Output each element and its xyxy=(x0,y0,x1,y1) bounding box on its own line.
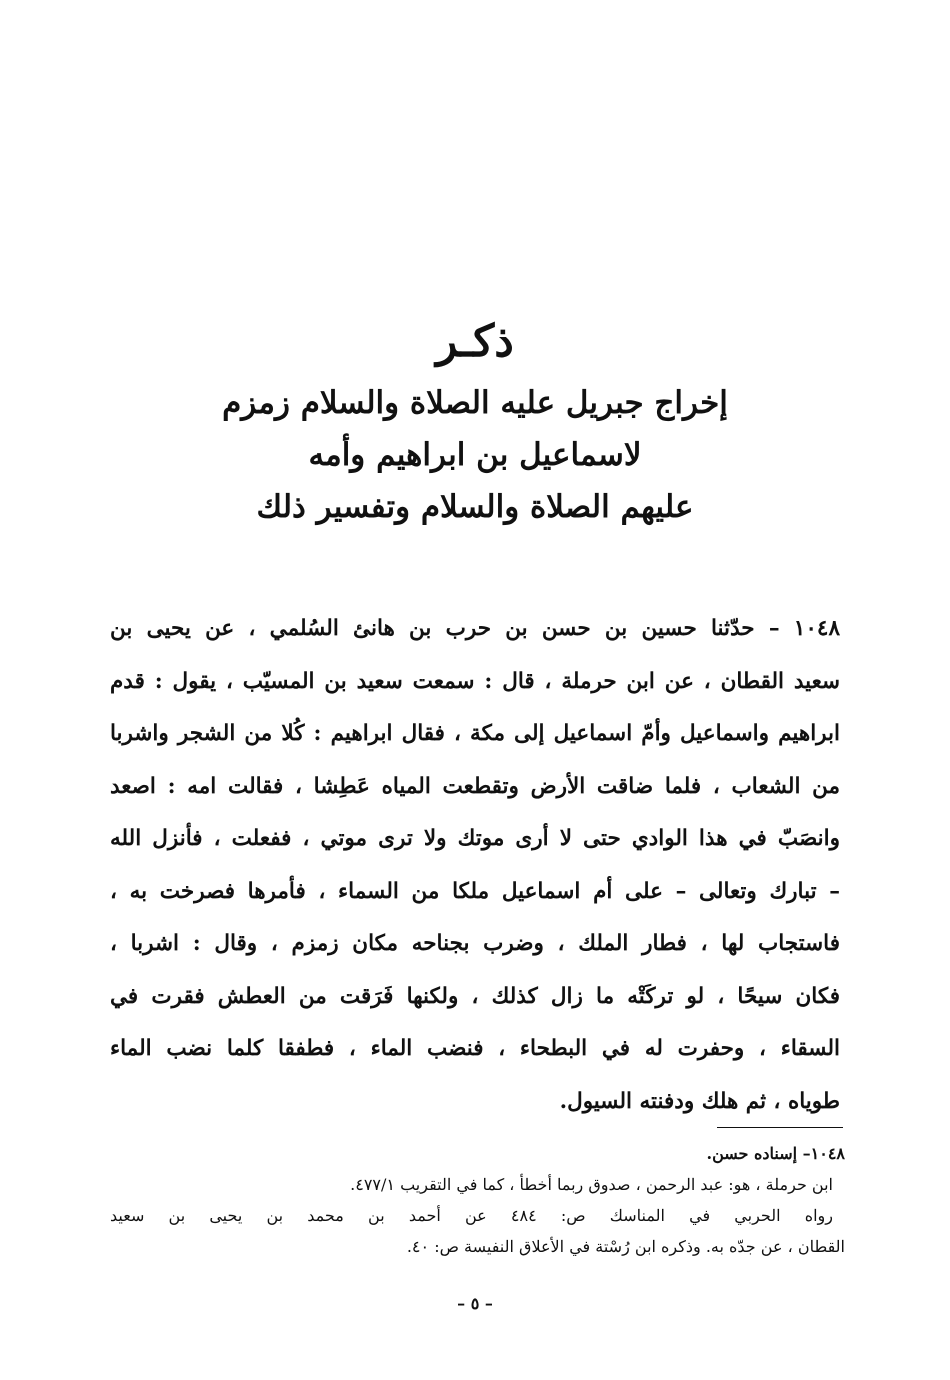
footnote-line: ١٠٤٨– إسناده حسن. xyxy=(706,1144,845,1163)
body-line: وانصَبّ في هذا الوادي حتى لا أرى موتك ولا ترى موتي ، ففعلت ، فأنزل الله xyxy=(110,826,840,851)
title-line-2: لاسماعيل بن ابراهيم وأمه xyxy=(308,437,642,473)
body-line: – تبارك وتعالى – على أم اسماعيل ملكا من السماء ، فأمرها فصرخت به ، xyxy=(110,878,840,904)
footnote-line: ابن حرملة ، هو: عبد الرحمن ، صدوق ربما أخطأ ، كما في التقريب ٤٧٧/١. xyxy=(350,1175,833,1194)
title-line-1: إخراج جبريل عليه الصلاة والسلام زمزم xyxy=(222,385,728,421)
body-line: سعيد القطان ، عن ابن حرملة ، قال : سمعت سعيد بن المسيّب ، يقول : قدم xyxy=(110,668,840,694)
footnote-divider xyxy=(717,1127,843,1128)
body-line: السقاء ، وحفرت له في البطحاء ، فنضب الماء ، فطفقا كلما نضب الماء xyxy=(110,1036,840,1061)
body-line: ١٠٤٨ – حدّثنا حسين بن حسن بن حرب بن هانئ السُلمي ، عن يحيى بن xyxy=(110,616,840,641)
footnote-line: القطان ، عن جدّه به. وذكره ابن رُسْتة في الأعلاق النفيسة ص: ٤٠. xyxy=(406,1237,845,1256)
section-heading: ذكـر xyxy=(436,316,514,367)
hadith-text xyxy=(110,603,840,1128)
footnote-line: رواه الحربي في المناسك ص: ٤٨٤ عن أحمد بن محمد بن يحيى بن سعيد xyxy=(110,1206,833,1225)
body-line: فكان سيحًا ، لو تركَتْه ما زال كذلك ، ولكنها فَرَقت من العطش فقرت في xyxy=(110,983,840,1009)
page-number: – ٥ – xyxy=(457,1294,493,1313)
body-line: طوياه ، ثم هلك ودفنته السيول. xyxy=(559,1088,840,1114)
title-line-3: عليهم الصلاة والسلام وتفسير ذلك xyxy=(256,489,694,525)
body-line: فاستجاب لها ، فطار الملك ، وضرب بجناحه مكان زمزم ، وقال : اشربا ، xyxy=(110,931,840,956)
footnotes xyxy=(110,1138,845,1262)
body-line: ابراهيم واسماعيل وأمّ اسماعيل إلى مكة ، فقال ابراهيم : كُلا من الشجر واشربا xyxy=(110,721,840,746)
body-line: من الشعاب ، فلما ضاقت الأرض وتقطعت المياه عَطِشا ، فقالت امه : اصعد xyxy=(110,773,840,799)
